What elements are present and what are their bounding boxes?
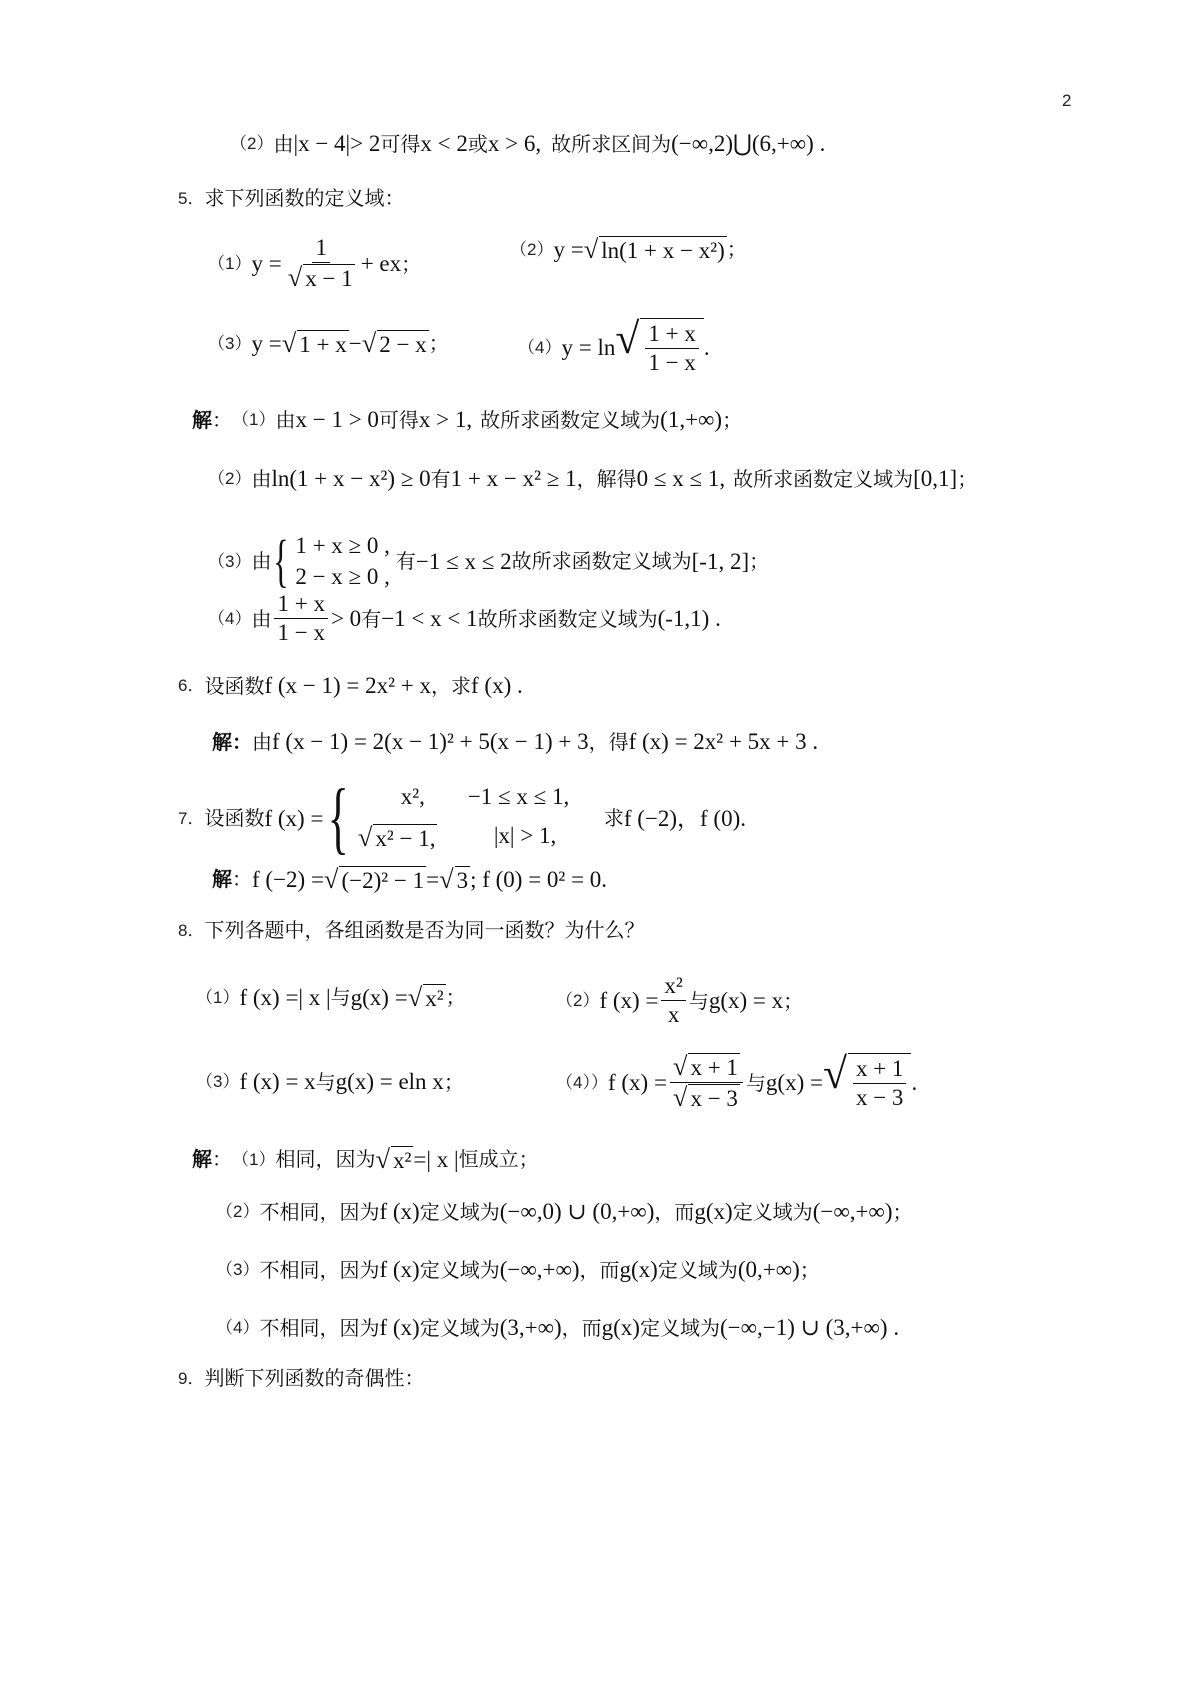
radicand: x² <box>392 1147 412 1173</box>
math: −1 < x < 1 <box>381 606 478 632</box>
item-number: （2） <box>510 239 554 259</box>
math: > 0 <box>330 606 362 632</box>
text: 恒成立； <box>458 1147 539 1172</box>
text: 设函数 <box>204 806 265 830</box>
text: 与 <box>688 988 709 1013</box>
page-number: 2 <box>1062 91 1072 110</box>
math: f (x) <box>379 1257 420 1282</box>
item-number: （1） <box>232 410 276 429</box>
item-number: （3） <box>196 1072 240 1091</box>
case-2: 2 − x ≥ 0 , <box>295 564 390 589</box>
numerator: 1 <box>312 234 330 263</box>
math: (−∞,+∞) <box>499 1257 580 1282</box>
text: ，得 <box>588 729 629 754</box>
math: (−∞,2)⋃(6,+∞) . <box>671 131 826 156</box>
text: 由 <box>275 407 296 432</box>
text: ，而 <box>654 1199 695 1224</box>
piecewise-cases <box>357 784 598 853</box>
question-8-2 <box>556 972 803 1030</box>
question-5-2 <box>510 236 747 262</box>
case-2-condition: |x| > 1, <box>493 823 557 849</box>
text: 可得 <box>380 131 421 156</box>
question-text: 下列各题中，各组函数是否为同一函数？为什么？ <box>204 918 645 942</box>
text: 故所求函数定义域为 <box>733 466 914 491</box>
math: [0,1] <box>913 466 958 491</box>
math: g(x) = <box>765 1070 823 1096</box>
denominator: √ x − 1 <box>287 262 353 293</box>
text: 由 <box>273 131 294 156</box>
question-number: 6． <box>178 676 205 695</box>
numerator: 1 + x <box>645 320 698 349</box>
question-5 <box>178 188 404 208</box>
math: [-1, 2] <box>691 548 750 574</box>
math: g(x) <box>694 1199 733 1224</box>
text: 有 <box>361 606 382 631</box>
math: (−∞,+∞) <box>812 1199 893 1224</box>
text: ： <box>212 1147 232 1172</box>
text: 故所求函数定义域为 <box>477 606 658 631</box>
text: 求 <box>603 806 624 830</box>
item-number: （2） <box>208 469 252 488</box>
radicand: 1 + x <box>299 331 347 357</box>
question-7 <box>178 774 747 862</box>
fraction <box>645 320 698 378</box>
punct: ； <box>428 331 449 356</box>
math: f (x − 1) = 2(x − 1)² + 5(x − 1) + 3 <box>272 729 589 754</box>
solution-8-2 <box>216 1200 913 1223</box>
text: 相同，因为 <box>275 1147 376 1172</box>
math: (1,+∞) <box>660 407 723 432</box>
question-8-3 <box>196 1070 464 1093</box>
text: 可得 <box>378 407 419 432</box>
question-number: 5． <box>178 188 205 208</box>
math: (−∞,0) ∪ (0,+∞) <box>499 1199 655 1224</box>
text: 定义域为 <box>419 1257 500 1282</box>
question-9 <box>178 1368 424 1388</box>
math: y = <box>251 251 282 277</box>
case-2 <box>357 822 598 853</box>
math: |x − 4|> 2 <box>293 131 381 156</box>
sqrt: √ (−2)² − 1 <box>323 864 425 894</box>
text: 定义域为 <box>732 1199 813 1224</box>
math: (-1,1) . <box>657 606 721 632</box>
solution-label: 解 <box>192 407 212 432</box>
item-number: （2） <box>230 134 274 153</box>
text: 故所求区间为 <box>551 131 672 156</box>
solution-5-2 <box>208 467 977 490</box>
text: 由 <box>252 729 272 754</box>
math: y = <box>251 330 282 356</box>
math: − <box>348 330 362 356</box>
punct: ； <box>443 1069 464 1094</box>
punct: ； <box>401 251 422 276</box>
text: ，求 <box>431 673 472 698</box>
radicand: (−2)² − 1 <box>341 867 425 893</box>
text: 故所求函数定义域为 <box>511 549 692 573</box>
punct: ； <box>783 988 804 1013</box>
math: f (x) = x <box>239 1069 316 1094</box>
item-number: （3） <box>208 551 252 571</box>
exponent: x <box>389 251 402 277</box>
question-text: 判断下列函数的奇偶性： <box>204 1366 425 1390</box>
math: f (x) <box>379 1199 420 1224</box>
radicand: ln(1 + x − x²) <box>601 237 725 263</box>
item-number: （1） <box>208 254 252 274</box>
math: f (x) = <box>607 1070 667 1096</box>
item-number: （4） <box>216 1318 260 1337</box>
numerator: 1 + x <box>274 590 327 619</box>
punct: . <box>703 335 710 361</box>
math: f (−2) = <box>252 866 324 892</box>
text: 定义域为 <box>657 1257 738 1282</box>
item-number: （4）） <box>556 1073 608 1093</box>
math: 1 + x − x² ≥ 1 <box>450 466 577 491</box>
solution-7 <box>212 866 607 892</box>
math: g(x) <box>619 1257 658 1282</box>
text: 或 <box>467 131 488 156</box>
question-8-1 <box>196 984 466 1010</box>
numerator: x² <box>661 972 685 1001</box>
math: f (−2)，f (0). <box>623 805 747 831</box>
text: ： <box>232 729 252 754</box>
text: 定义域为 <box>419 1315 500 1340</box>
math: (−∞,−1) ∪ (3,+∞) . <box>719 1315 900 1340</box>
text: 由 <box>251 466 272 491</box>
sqrt: √ 3 <box>439 864 469 894</box>
math: x > 1, <box>418 407 473 432</box>
text: 与 <box>315 1069 336 1094</box>
text: 与 <box>745 1070 766 1095</box>
question-number: 7． <box>178 808 205 828</box>
math: x − 1 > 0 <box>295 407 379 432</box>
question-number: 9． <box>178 1368 205 1388</box>
math: g(x) = x <box>708 988 784 1014</box>
text: ，而 <box>579 1257 620 1282</box>
sqrt: √ $\frac{x + 1}{x - 3}$ <box>823 1053 911 1113</box>
exponent: ln x <box>408 1069 444 1094</box>
solution-8-1 <box>192 1146 539 1172</box>
denominator: √ x − 3 <box>672 1082 738 1113</box>
denominator: 1 − x <box>277 620 325 646</box>
text: ，解得 <box>576 466 637 491</box>
math: y = ln <box>561 335 616 361</box>
math: y = <box>553 236 584 262</box>
math: g(x) = <box>350 984 408 1010</box>
text: ： <box>232 867 252 892</box>
punct: ； <box>892 1199 913 1224</box>
text: ，而 <box>561 1315 602 1340</box>
text: 不相同，因为 <box>259 1315 380 1340</box>
item-number: （2） <box>556 991 600 1011</box>
math: (0,+∞) <box>737 1257 800 1282</box>
solution-5-3 <box>208 528 770 593</box>
punct: ； <box>749 549 770 573</box>
sqrt: √ 2 − x <box>361 328 427 358</box>
text: 不相同，因为 <box>259 1199 380 1224</box>
case-1: 1 + x ≥ 0 , <box>295 533 390 558</box>
math: ln(1 + x − x²) ≥ 0 <box>271 466 431 491</box>
left-brace: { <box>328 774 350 862</box>
punct: ； <box>957 466 978 491</box>
math: f (x) = <box>599 988 659 1014</box>
denominator: x − 3 <box>855 1085 904 1111</box>
punct: . <box>911 1070 918 1096</box>
math: ; f (0) = 0² = 0. <box>470 866 608 892</box>
text: 与 <box>330 985 351 1010</box>
text: ： <box>212 407 232 432</box>
punct: ； <box>799 1257 820 1282</box>
numerator: √ x + 1 <box>670 1052 743 1083</box>
text: 有 <box>395 549 416 573</box>
math: f (x − 1) = 2x² + x <box>264 673 432 698</box>
solution-6 <box>212 730 818 753</box>
item-number: （3） <box>216 1260 260 1279</box>
question-5-4 <box>518 315 710 378</box>
sqrt: √ 1 + x <box>281 328 347 358</box>
question-8-4 <box>556 1052 917 1114</box>
text: 不相同，因为 <box>259 1257 380 1282</box>
math: g(x) <box>601 1315 640 1340</box>
fraction <box>274 590 327 648</box>
left-brace: { <box>273 528 290 593</box>
math: f (x) = <box>264 805 324 831</box>
fraction <box>853 1055 906 1113</box>
math: x < 2 <box>420 131 468 156</box>
radicand: x − 1 <box>305 266 353 292</box>
item-number: （3） <box>208 333 252 353</box>
math: g(x) = e <box>335 1069 409 1094</box>
solution-label: 解 <box>212 867 232 892</box>
question-5-3 <box>208 330 449 356</box>
denominator: 1 − x <box>648 350 696 376</box>
question-8 <box>178 920 644 940</box>
sqrt: √ $\frac{1 + x}{1 - x}$ <box>615 318 703 378</box>
punct: ； <box>445 985 466 1010</box>
solution-8-3 <box>216 1258 820 1281</box>
math: f (x) <box>379 1315 420 1340</box>
item-number: （1） <box>196 987 240 1007</box>
radicand: x² <box>425 985 444 1011</box>
system-of-inequalities <box>295 534 390 588</box>
math: + e <box>360 251 390 277</box>
math: = <box>426 866 440 892</box>
item-number: （1） <box>232 1149 276 1169</box>
denominator: x <box>667 1002 680 1028</box>
sqrt: √ x² <box>407 982 444 1012</box>
solution-4-2 <box>230 132 825 155</box>
solution-5-1 <box>192 408 742 431</box>
math: 0 ≤ x ≤ 1, <box>636 466 726 491</box>
math: x > 6, <box>487 131 542 156</box>
text: 有 <box>430 466 451 491</box>
radicand: 2 − x <box>379 331 427 357</box>
item-number: （2） <box>216 1202 260 1221</box>
question-6 <box>178 674 523 697</box>
solution-5-4 <box>208 590 721 648</box>
item-number: （4） <box>208 609 252 629</box>
solution-label: 解 <box>212 729 232 754</box>
text: 定义域为 <box>419 1199 500 1224</box>
fraction <box>285 234 358 294</box>
radicand: 3 <box>456 867 469 893</box>
math: =| x | <box>413 1146 459 1172</box>
solution-8-4 <box>216 1316 899 1339</box>
math: f (x) = 2x² + 5x + 3 . <box>628 729 819 754</box>
math: f (x) . <box>471 673 523 698</box>
case-1-condition: −1 ≤ x ≤ 1, <box>467 784 570 810</box>
fraction <box>670 1052 743 1114</box>
question-text: 求下列函数的定义域： <box>204 186 405 210</box>
sqrt: √ x² <box>375 1144 412 1174</box>
punct: ； <box>726 237 747 262</box>
item-number: （4） <box>518 338 562 358</box>
sqrt: √ ln(1 + x − x²) <box>583 234 725 264</box>
question-number: 8． <box>178 920 205 940</box>
math: (3,+∞) <box>499 1315 562 1340</box>
punct: ； <box>722 407 743 432</box>
math: −1 ≤ x ≤ 2 <box>415 548 512 574</box>
solution-label: 解 <box>192 1147 212 1172</box>
case-1 <box>358 785 598 808</box>
math: f (x) =| x | <box>239 984 331 1010</box>
question-5-1 <box>208 234 421 294</box>
text: 定义域为 <box>639 1315 720 1340</box>
text: 由 <box>251 549 272 573</box>
text: 故所求函数定义域为 <box>480 407 661 432</box>
case-1-value: x², <box>400 784 425 810</box>
text: 设函数 <box>204 673 265 698</box>
fraction <box>661 972 685 1030</box>
numerator: x + 1 <box>853 1055 906 1084</box>
case-2-value: √ x² − 1, <box>357 822 436 853</box>
text: 由 <box>251 606 272 631</box>
